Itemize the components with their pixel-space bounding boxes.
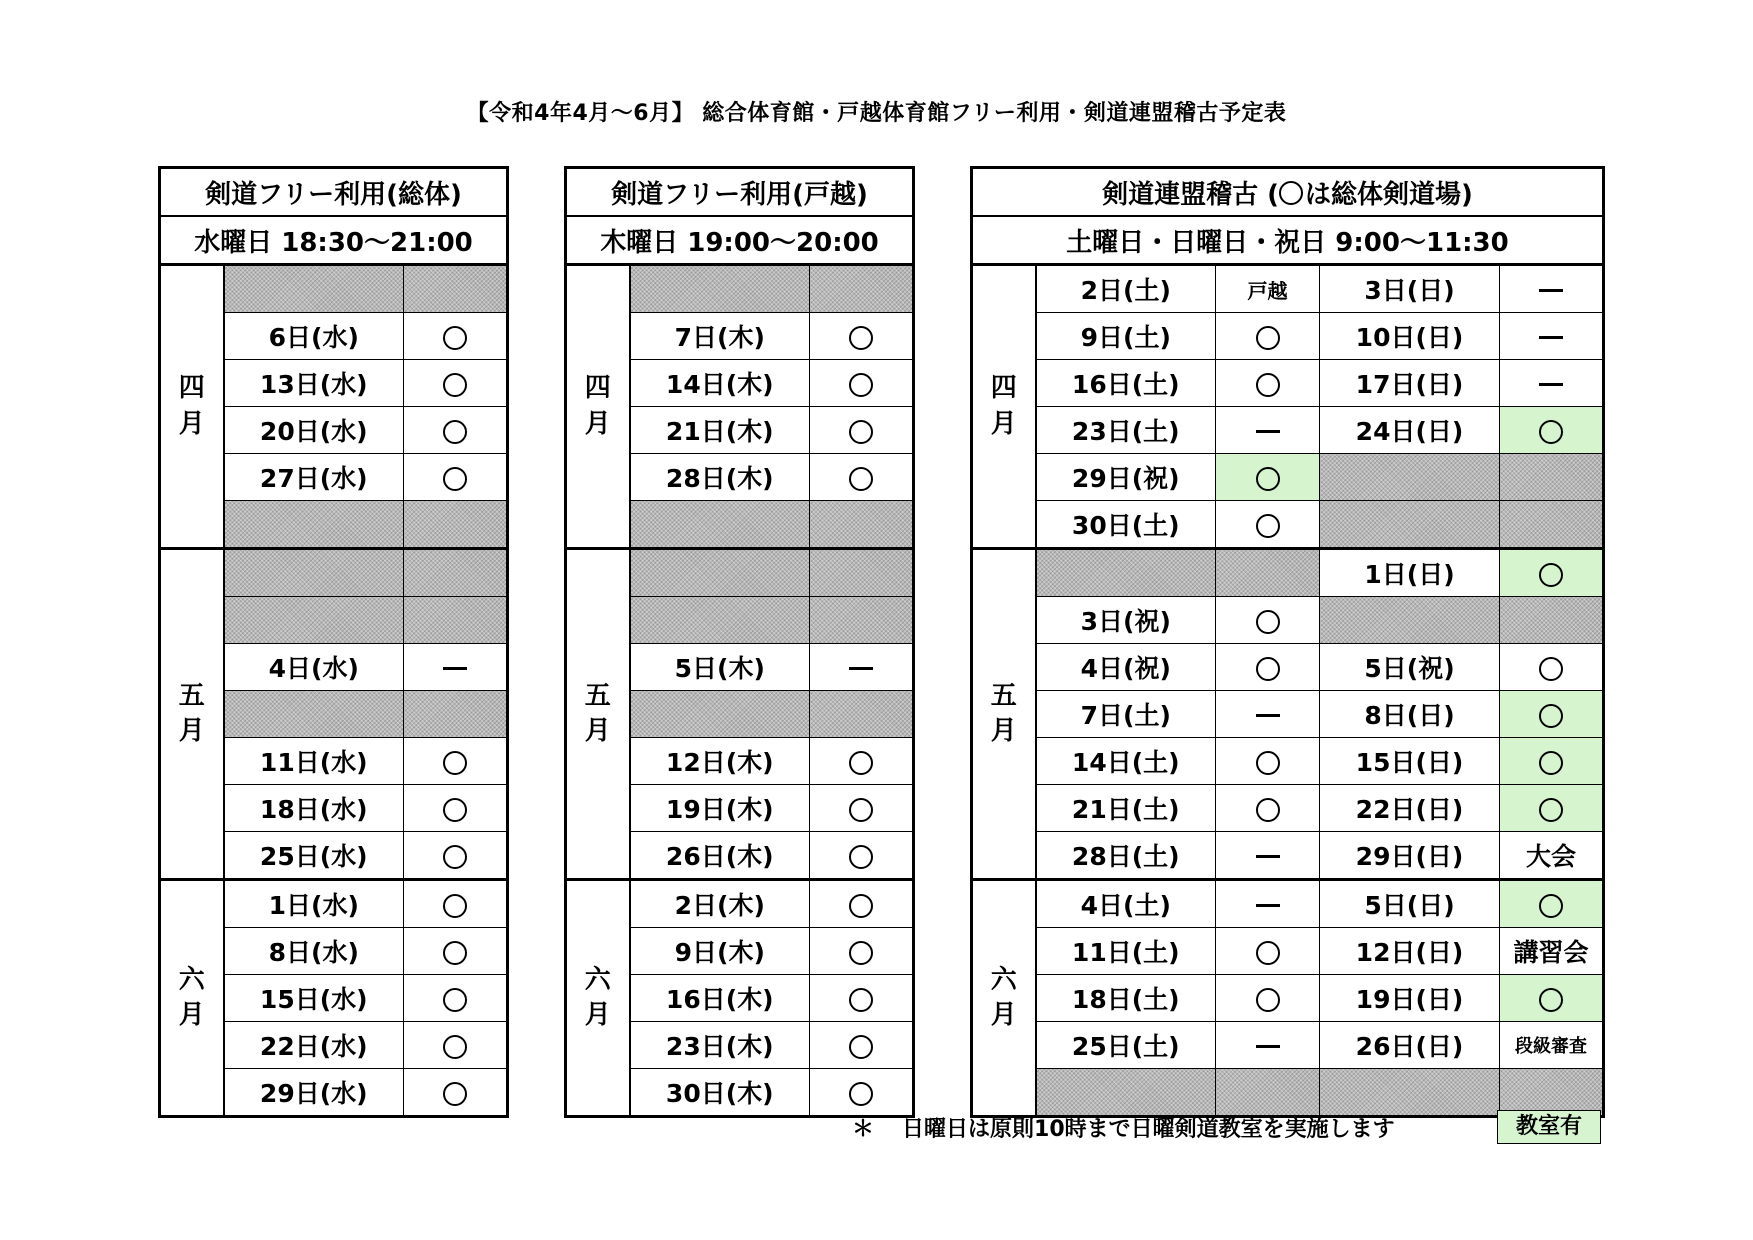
month-label-char: 月	[584, 1000, 611, 1030]
month-label-char: 六	[584, 964, 611, 995]
table-row	[972, 691, 1604, 738]
mark-cell	[1500, 265, 1604, 313]
date-cell: 18日(水)	[224, 785, 404, 832]
dash-mark-icon	[1539, 336, 1563, 339]
table-time: 土曜日・日曜日・祝日 9:00～11:30	[972, 216, 1604, 265]
table-row	[972, 454, 1604, 501]
circle-mark-icon	[849, 326, 873, 350]
date-cell: 3日(日)	[1320, 265, 1500, 313]
date-cell: 9日(土)	[1036, 313, 1216, 360]
circle-mark-icon	[1256, 657, 1280, 681]
table-row	[566, 265, 914, 313]
table-row	[972, 975, 1604, 1022]
blank-cell	[630, 549, 810, 597]
blank-cell	[224, 549, 404, 597]
month-label-char: 四	[178, 373, 205, 404]
mark-cell	[1500, 975, 1604, 1022]
table-time: 水曜日 18:30～21:00	[160, 216, 508, 265]
mark-cell	[1500, 880, 1604, 928]
date-cell: 28日(木)	[630, 454, 810, 501]
month-label	[160, 880, 224, 1117]
circle-mark-icon	[1256, 610, 1280, 634]
month-label-char: 五	[584, 680, 611, 711]
date-cell: 25日(土)	[1036, 1022, 1216, 1069]
dash-mark-icon	[443, 667, 467, 670]
footnote-text: 日曜日は原則10時まで日曜剣道教室を実施します	[902, 1117, 1395, 1142]
month-label	[972, 265, 1036, 549]
date-cell: 14日(土)	[1036, 738, 1216, 785]
mark-cell	[810, 407, 914, 454]
month-label-char: 月	[584, 408, 611, 439]
blank-cell	[630, 691, 810, 738]
table-time: 木曜日 19:00～20:00	[566, 216, 914, 265]
date-cell: 13日(水)	[224, 360, 404, 407]
month-label-char: 四	[584, 373, 611, 404]
date-cell: 20日(水)	[224, 407, 404, 454]
mark-cell	[404, 928, 508, 975]
blank-cell	[1320, 501, 1500, 549]
date-cell: 7日(木)	[630, 313, 810, 360]
mark-cell	[810, 928, 914, 975]
month-label-char: 五	[990, 680, 1017, 711]
mark-cell	[1216, 313, 1320, 360]
date-cell: 4日(祝)	[1036, 644, 1216, 691]
mark-cell	[810, 880, 914, 928]
circle-mark-icon	[849, 467, 873, 491]
date-cell: 14日(木)	[630, 360, 810, 407]
date-cell: 5日(木)	[630, 644, 810, 691]
mark-cell	[1500, 785, 1604, 832]
circle-mark-icon	[443, 420, 467, 444]
circle-mark-icon	[1539, 420, 1563, 444]
mark-cell: 大会	[1500, 832, 1604, 880]
blank-cell	[224, 597, 404, 644]
mark-cell	[1500, 407, 1604, 454]
table-row	[972, 313, 1604, 360]
date-cell: 8日(水)	[224, 928, 404, 975]
circle-mark-icon	[1539, 798, 1563, 822]
mark-cell	[810, 975, 914, 1022]
table-row	[566, 880, 914, 928]
mark-cell	[1500, 691, 1604, 738]
mark-cell	[1216, 1022, 1320, 1069]
table-header: 剣道フリー利用(総体)	[160, 168, 508, 217]
blank-cell	[1216, 1069, 1320, 1117]
date-cell: 2日(土)	[1036, 265, 1216, 313]
mark-cell	[810, 832, 914, 880]
dash-mark-icon	[849, 667, 873, 670]
dash-mark-icon	[1256, 855, 1280, 858]
date-cell: 23日(木)	[630, 1022, 810, 1069]
dash-mark-icon	[1256, 430, 1280, 433]
date-cell: 6日(水)	[224, 313, 404, 360]
date-cell: 26日(日)	[1320, 1022, 1500, 1069]
date-cell: 21日(木)	[630, 407, 810, 454]
date-cell: 19日(木)	[630, 785, 810, 832]
date-cell: 1日(日)	[1320, 549, 1500, 597]
table-row	[566, 549, 914, 597]
date-cell: 30日(土)	[1036, 501, 1216, 549]
table-row	[972, 265, 1604, 313]
mark-cell	[404, 975, 508, 1022]
blank-cell	[224, 501, 404, 549]
circle-mark-icon	[849, 798, 873, 822]
mark-cell	[1216, 832, 1320, 880]
date-cell: 11日(水)	[224, 738, 404, 785]
circle-mark-icon	[1256, 373, 1280, 397]
table-row	[972, 644, 1604, 691]
mark-cell	[1500, 644, 1604, 691]
mark-cell	[1216, 691, 1320, 738]
date-cell: 1日(水)	[224, 880, 404, 928]
date-cell: 22日(水)	[224, 1022, 404, 1069]
month-label	[566, 265, 630, 549]
table-row	[972, 597, 1604, 644]
mark-cell	[404, 454, 508, 501]
circle-mark-icon	[1256, 751, 1280, 775]
circle-mark-icon	[1279, 181, 1303, 205]
dash-mark-icon	[1256, 1045, 1280, 1048]
mark-cell	[404, 360, 508, 407]
date-cell: 18日(土)	[1036, 975, 1216, 1022]
table-row	[972, 360, 1604, 407]
header-text-post: は総体剣道場)	[1305, 179, 1473, 210]
circle-mark-icon	[1539, 751, 1563, 775]
date-cell: 19日(日)	[1320, 975, 1500, 1022]
blank-cell	[224, 691, 404, 738]
month-label-char: 月	[584, 716, 611, 746]
blank-cell	[1500, 597, 1604, 644]
free-use-togoshi-table	[564, 166, 915, 1118]
date-cell: 29日(日)	[1320, 832, 1500, 880]
table-header	[972, 168, 1604, 217]
mark-cell	[1216, 644, 1320, 691]
date-cell: 29日(祝)	[1036, 454, 1216, 501]
table-row	[972, 1022, 1604, 1069]
date-cell: 12日(木)	[630, 738, 810, 785]
date-cell: 16日(土)	[1036, 360, 1216, 407]
table-row	[160, 880, 508, 928]
mark-cell	[810, 1022, 914, 1069]
mark-cell	[1216, 785, 1320, 832]
date-cell: 28日(土)	[1036, 832, 1216, 880]
mark-cell	[810, 785, 914, 832]
circle-mark-icon	[849, 751, 873, 775]
dash-mark-icon	[1256, 714, 1280, 717]
table-row	[972, 549, 1604, 597]
table-row	[972, 785, 1604, 832]
blank-cell	[630, 501, 810, 549]
date-cell: 24日(日)	[1320, 407, 1500, 454]
mark-cell	[1500, 549, 1604, 597]
blank-cell	[810, 597, 914, 644]
renmei-keiko-table	[970, 166, 1605, 1118]
circle-mark-icon	[443, 467, 467, 491]
header-text-pre: 剣道連盟稽古 (	[1102, 179, 1280, 210]
blank-cell	[810, 691, 914, 738]
date-cell: 17日(日)	[1320, 360, 1500, 407]
circle-mark-icon	[849, 941, 873, 965]
circle-mark-icon	[443, 373, 467, 397]
blank-cell	[810, 549, 914, 597]
legend-classroom: 教室有	[1497, 1110, 1601, 1144]
footnote-star: ＊	[852, 1117, 875, 1142]
mark-cell	[810, 738, 914, 785]
blank-cell	[630, 265, 810, 313]
free-use-sogo-table	[158, 166, 509, 1118]
mark-cell	[404, 880, 508, 928]
blank-cell	[1320, 597, 1500, 644]
circle-mark-icon	[1256, 326, 1280, 350]
circle-mark-icon	[1256, 467, 1280, 491]
mark-cell	[810, 360, 914, 407]
mark-cell	[404, 738, 508, 785]
mark-cell	[404, 785, 508, 832]
blank-cell	[810, 265, 914, 313]
blank-cell	[1320, 1069, 1500, 1117]
circle-mark-icon	[1256, 988, 1280, 1012]
date-cell: 5日(祝)	[1320, 644, 1500, 691]
dash-mark-icon	[1539, 383, 1563, 386]
blank-cell	[1036, 1069, 1216, 1117]
date-cell: 22日(日)	[1320, 785, 1500, 832]
month-label	[566, 880, 630, 1117]
circle-mark-icon	[443, 941, 467, 965]
blank-cell	[404, 691, 508, 738]
circle-mark-icon	[849, 1035, 873, 1059]
date-cell: 23日(土)	[1036, 407, 1216, 454]
table-row	[972, 738, 1604, 785]
mark-cell	[1216, 407, 1320, 454]
month-label-char: 六	[990, 964, 1017, 995]
circle-mark-icon	[849, 894, 873, 918]
date-cell: 29日(水)	[224, 1069, 404, 1117]
blank-cell	[1216, 549, 1320, 597]
circle-mark-icon	[1539, 563, 1563, 587]
date-cell: 11日(土)	[1036, 928, 1216, 975]
month-label-char: 月	[178, 1000, 205, 1030]
blank-cell	[404, 265, 508, 313]
circle-mark-icon	[1256, 514, 1280, 538]
table-row	[972, 407, 1604, 454]
mark-cell	[1216, 360, 1320, 407]
mark-cell	[404, 313, 508, 360]
mark-cell	[1216, 597, 1320, 644]
date-cell: 4日(水)	[224, 644, 404, 691]
circle-mark-icon	[443, 751, 467, 775]
date-cell: 21日(土)	[1036, 785, 1216, 832]
circle-mark-icon	[443, 845, 467, 869]
date-cell: 5日(日)	[1320, 880, 1500, 928]
circle-mark-icon	[1539, 657, 1563, 681]
mark-cell	[1216, 738, 1320, 785]
circle-mark-icon	[849, 988, 873, 1012]
mark-cell: 段級審査	[1500, 1022, 1604, 1069]
circle-mark-icon	[849, 1082, 873, 1106]
mark-cell	[810, 313, 914, 360]
mark-cell	[1500, 738, 1604, 785]
blank-cell	[404, 501, 508, 549]
mark-cell	[404, 644, 508, 691]
date-cell: 9日(木)	[630, 928, 810, 975]
date-cell: 25日(水)	[224, 832, 404, 880]
circle-mark-icon	[443, 1082, 467, 1106]
date-cell: 15日(水)	[224, 975, 404, 1022]
date-cell: 27日(水)	[224, 454, 404, 501]
mark-cell	[404, 1069, 508, 1117]
blank-cell	[404, 597, 508, 644]
mark-cell	[1500, 313, 1604, 360]
mark-cell: 戸越	[1216, 265, 1320, 313]
table-header: 剣道フリー利用(戸越)	[566, 168, 914, 217]
month-label-char: 月	[178, 408, 205, 439]
mark-cell	[810, 454, 914, 501]
mark-cell	[404, 832, 508, 880]
circle-mark-icon	[849, 845, 873, 869]
circle-mark-icon	[1539, 704, 1563, 728]
table-row	[160, 265, 508, 313]
date-cell: 4日(土)	[1036, 880, 1216, 928]
date-cell: 26日(木)	[630, 832, 810, 880]
page-title: 【令和4年4月～6月】 総合体育館・戸越体育館フリー利用・剣道連盟稽古予定表	[466, 101, 1287, 126]
month-label-char: 月	[178, 716, 205, 746]
date-cell: 30日(木)	[630, 1069, 810, 1117]
month-label	[972, 880, 1036, 1117]
mark-cell	[404, 1022, 508, 1069]
table-row	[972, 501, 1604, 549]
month-label-char: 月	[990, 1000, 1017, 1030]
circle-mark-icon	[443, 894, 467, 918]
date-cell: 2日(木)	[630, 880, 810, 928]
blank-cell	[224, 265, 404, 313]
month-label	[160, 265, 224, 549]
table-row	[972, 928, 1604, 975]
table-row	[972, 832, 1604, 880]
mark-cell	[1216, 928, 1320, 975]
circle-mark-icon	[849, 373, 873, 397]
circle-mark-icon	[443, 326, 467, 350]
circle-mark-icon	[1256, 798, 1280, 822]
mark-cell: 講習会	[1500, 928, 1604, 975]
blank-cell	[1320, 454, 1500, 501]
mark-cell	[1216, 975, 1320, 1022]
blank-cell	[404, 549, 508, 597]
table-row	[972, 880, 1604, 928]
table-row	[160, 549, 508, 597]
month-label-char: 月	[990, 408, 1017, 439]
month-label-char: 四	[990, 373, 1017, 404]
month-label	[972, 549, 1036, 880]
circle-mark-icon	[443, 1035, 467, 1059]
mark-cell	[1216, 454, 1320, 501]
blank-cell	[810, 501, 914, 549]
month-label-char: 月	[990, 716, 1017, 746]
blank-cell	[1500, 454, 1604, 501]
month-label	[160, 549, 224, 880]
date-cell: 16日(木)	[630, 975, 810, 1022]
circle-mark-icon	[443, 798, 467, 822]
mark-cell	[404, 407, 508, 454]
blank-cell	[1036, 549, 1216, 597]
mark-cell	[1216, 880, 1320, 928]
mark-cell	[810, 644, 914, 691]
circle-mark-icon	[443, 988, 467, 1012]
dash-mark-icon	[1539, 289, 1563, 292]
date-cell: 3日(祝)	[1036, 597, 1216, 644]
footnote	[852, 1112, 1395, 1143]
month-label-char: 六	[178, 964, 205, 995]
month-label	[566, 549, 630, 880]
date-cell: 8日(日)	[1320, 691, 1500, 738]
mark-cell	[1216, 501, 1320, 549]
mark-cell	[810, 1069, 914, 1117]
dash-mark-icon	[1256, 904, 1280, 907]
date-cell: 7日(土)	[1036, 691, 1216, 738]
circle-mark-icon	[1256, 941, 1280, 965]
month-label-char: 五	[178, 680, 205, 711]
blank-cell	[1500, 501, 1604, 549]
blank-cell	[630, 597, 810, 644]
circle-mark-icon	[1539, 894, 1563, 918]
circle-mark-icon	[1539, 988, 1563, 1012]
mark-cell	[1500, 360, 1604, 407]
circle-mark-icon	[849, 420, 873, 444]
date-cell: 10日(日)	[1320, 313, 1500, 360]
date-cell: 12日(日)	[1320, 928, 1500, 975]
date-cell: 15日(日)	[1320, 738, 1500, 785]
